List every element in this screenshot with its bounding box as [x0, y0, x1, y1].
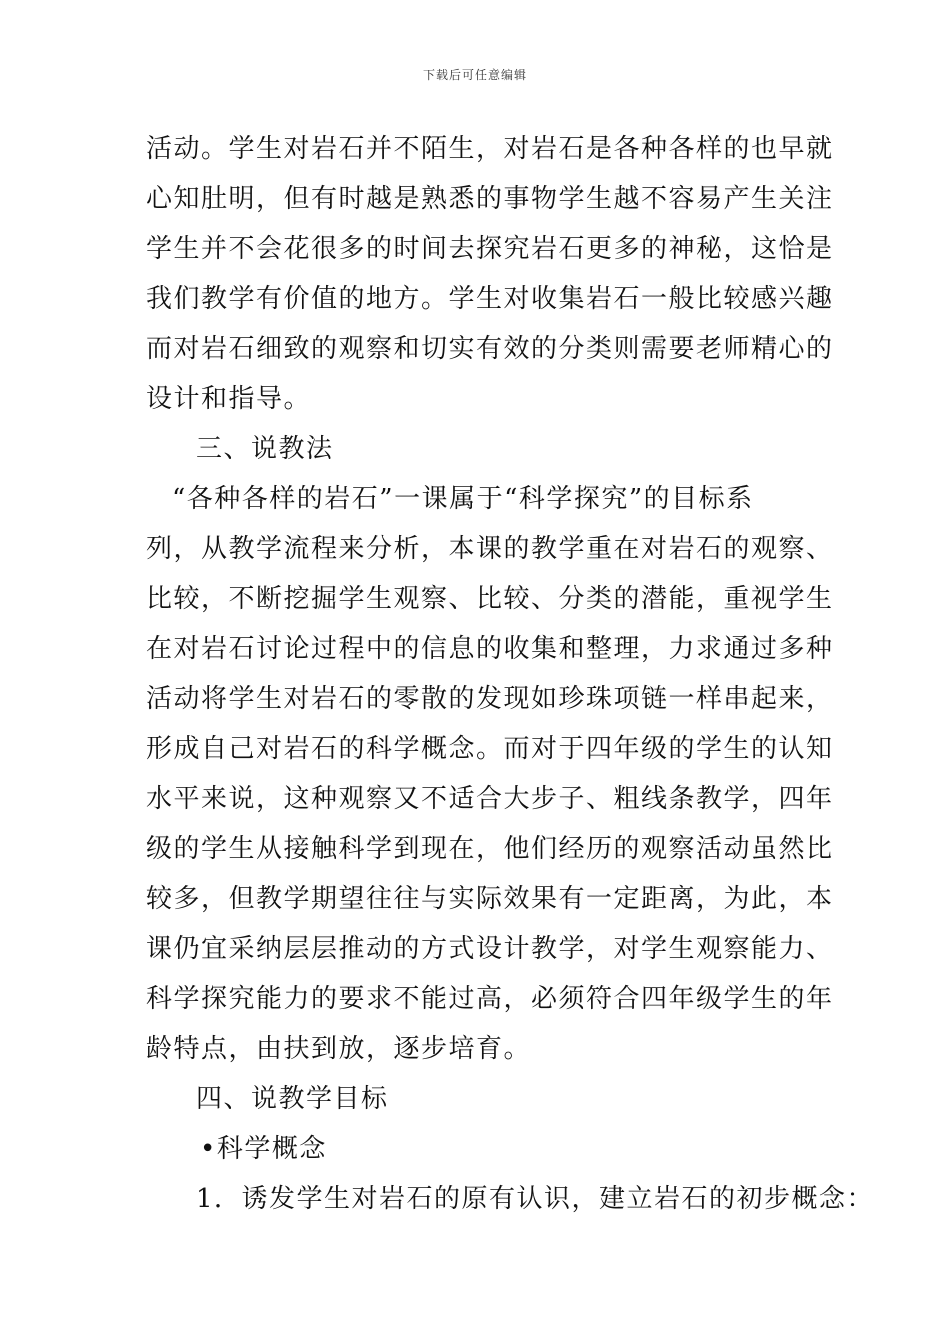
header-note: 下载后可任意编辑 [422, 68, 527, 82]
body-line: “各种各样的岩石”一课属于“科学探究”的目标系 [172, 484, 754, 514]
body-line: 而对岩石细致的观察和切实有效的分类则需要老师精心的 [146, 334, 834, 364]
body-line: 心知肚明，但有时越是熟悉的事物学生越不容易产生关注 [146, 184, 834, 214]
body-line: 在对岩石讨论过程中的信息的收集和整理，力求通过多种 [146, 634, 834, 664]
body-line: 活动。学生对岩石并不陌生，对岩石是各种各样的也早就 [146, 134, 834, 164]
body-line: 科学探究能力的要求不能过高，必须符合四年级学生的年 [146, 984, 834, 1014]
body-line: 课仍宜采纳层层推动的方式设计教学，对学生观察能力、 [146, 934, 834, 964]
body-line: 较多，但教学期望往往与实际效果有一定距离，为此，本 [146, 884, 834, 914]
body-line: 学生并不会花很多的时间去探究岩石更多的神秘，这恰是 [146, 234, 834, 264]
body-line: 比较，不断挖掘学生观察、比较、分类的潜能，重视学生 [146, 584, 834, 614]
body-line: 级的学生从接触科学到现在，他们经历的观察活动虽然比 [146, 834, 834, 864]
section-heading: 三、说教法 [196, 434, 334, 464]
body-line: 活动将学生对岩石的零散的发现如珍珠项链一样串起来， [146, 684, 834, 714]
body-line: 形成自己对岩石的科学概念。而对于四年级的学生的认知 [146, 734, 834, 764]
body-line: 列，从教学流程来分析，本课的教学重在对岩石的观察、 [146, 534, 834, 564]
body-line: 1．诱发学生对岩石的原有认识，建立岩石的初步概念： [196, 1184, 875, 1214]
subheading: •科学概念 [200, 1134, 327, 1164]
body-line: 我们教学有价值的地方。学生对收集岩石一般比较感兴趣 [146, 284, 834, 314]
body-line: 设计和指导。 [146, 384, 312, 414]
section-heading: 四、说教学目标 [196, 1084, 389, 1114]
body-line: 水平来说，这种观察又不适合大步子、粗线条教学，四年 [146, 784, 834, 814]
body-line: 龄特点，由扶到放，逐步培育。 [146, 1034, 532, 1064]
